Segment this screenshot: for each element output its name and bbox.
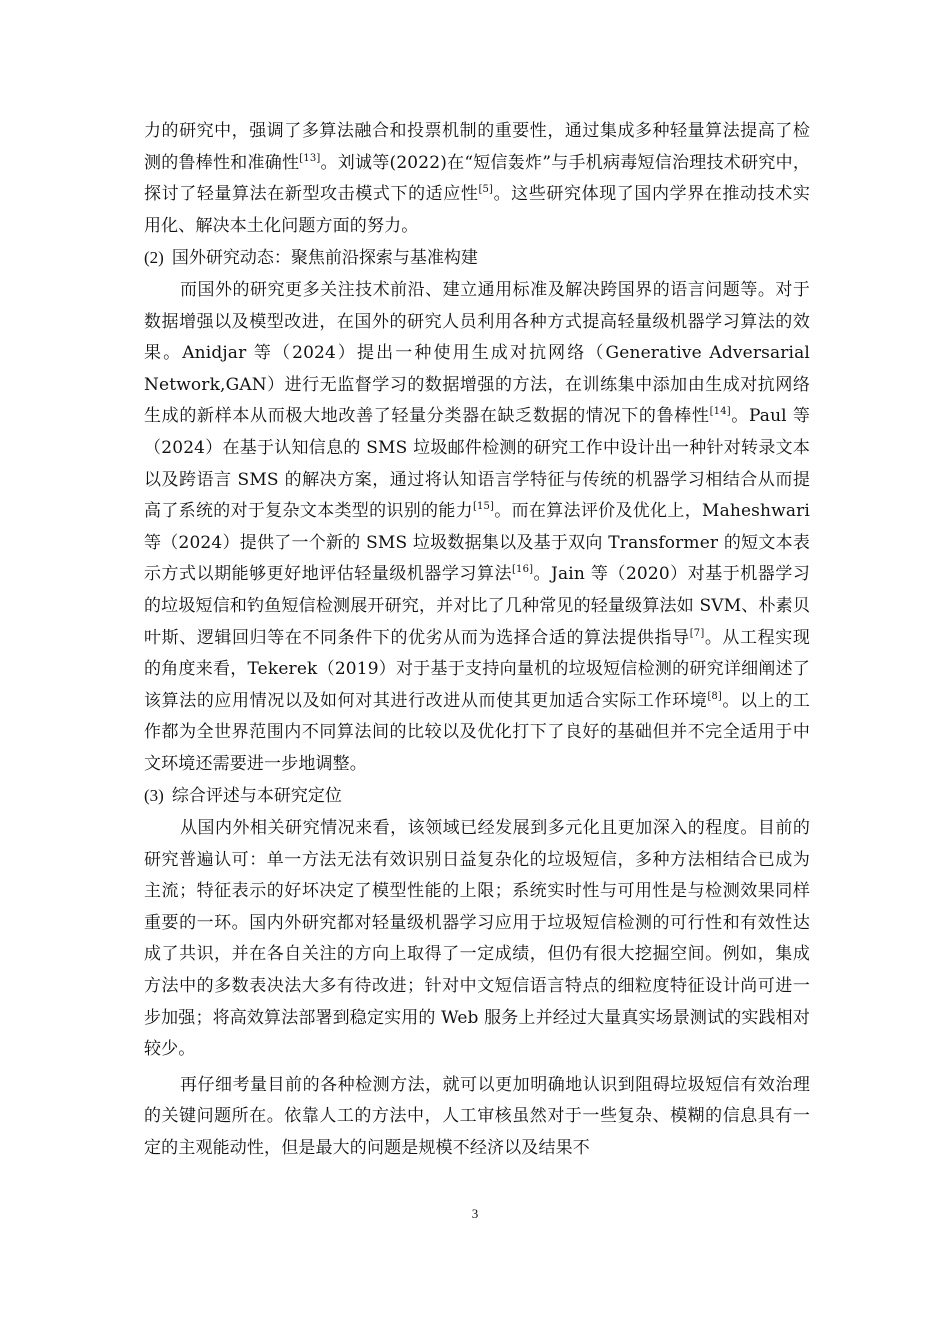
section-heading-summary	[144, 780, 810, 813]
section-heading-foreign	[144, 242, 810, 275]
citation-ref[interactable]: [14]	[709, 406, 731, 418]
paragraph-domestic-end	[144, 116, 810, 242]
text-run: 。从工程实现的角度来看，Tekerek（2019）对于基于支持向量机的垃圾短信检测的研究详细阐述了该算法的应用情况以及如何对其进行改进从而使其更加适合实际工作环境	[144, 627, 811, 711]
paragraph-methods: 再仔细考量目前的各种检测方法，就可以更加明确地认识到阻碍垃圾短信有效治理的关键问题所在。依靠人工的方法中，人工审核虽然对于一些复杂、模糊的信息具有一定的主观能动性，但是最大的问题是规模不经济以及结果不	[144, 1074, 810, 1158]
heading-number: (3)	[144, 786, 164, 806]
citation-ref[interactable]: [16]	[512, 564, 534, 576]
citation-ref[interactable]: [5]	[478, 184, 494, 196]
citation-ref[interactable]: [7]	[689, 627, 705, 639]
paragraph-foreign	[144, 275, 810, 781]
text-run: 。这些研究体现了国内学界在推动技术实用化、解决本土化问题方面的努力。	[144, 184, 810, 236]
paragraph-summary: 从国内外相关研究情况来看，该领域已经发展到多元化且更加深入的程度。目前的研究普遍认可：单一方法无法有效识别日益复杂化的垃圾短信，多种方法相结合已成为主流；特征表示的好坏决定了模型性能的上限；系统实时性与可用性是与检测效果同样重要的一环。国内外研究都对轻量级机器学习应用于垃圾短信检测的可行性和有效性达成了共识，并在各自关注的方向上取得了一定成绩，但仍有很大挖掘空间。例如，集成方法中的多数表决法大多有待改进；针对中文短信语言特点的细粒度特征设计尚可进一步加强；将高效算法部署到稳定实用的 Web 服务上并经过大量真实场景测试的实践相对较少。	[144, 818, 810, 1060]
text-run: 。Paul 等（2024）在基于认知信息的 SMS 垃圾邮件检测的研究工作中设计出一种针对转录文本以及跨语言 SMS 的解决方案，通过将认知语言学特征与传统的机器学习相结合从而提高了系统的对于复杂文本类型的识别的能力	[144, 406, 810, 522]
text-run: 。刘诚等(2022)在“短信轰炸”与手机病毒短信治理技术研究中，探讨了轻量算法在新型攻击模式下的适应性	[144, 152, 810, 205]
body-text	[144, 116, 810, 1165]
text-run: 而国外的研究更多关注技术前沿、建立通用标准及解决跨国界的语言问题等。对于数据增强以及模型改进，在国外的研究人员利用各种方式提高轻量级机器学习算法的效果。Anidjar 等（2024）提出一种使用生成对抗网络（Generative Adversarial Network,GAN）进行无监督学习的数据增强的方法，在训练集中添加由生成对抗网络生成的新样本从而极大地改善了轻量分类器在缺乏数据的情况下的鲁棒性	[144, 279, 810, 427]
heading-title: 国外研究动态：聚焦前沿探索与基准构建	[171, 248, 478, 269]
text-run: 。Jain 等（2020）对基于机器学习的垃圾短信和钓鱼短信检测展开研究，并对比了几种常见的轻量级算法如 SVM、朴素贝叶斯、逻辑回归等在不同条件下的优劣从而为选择合适的算法提供指导	[144, 564, 810, 648]
text-run: 。以上的工作都为全世界范围内不同算法间的比较以及优化打下了良好的基础但并不完全适用于中文环境还需要进一步地调整。	[144, 690, 810, 774]
citation-ref[interactable]: [8]	[707, 690, 722, 702]
text-run: 力的研究中，强调了多算法融合和投票机制的重要性，通过集成多种轻量算法提高了检测的鲁棒性和准确性	[144, 121, 810, 173]
heading-title: 综合评述与本研究定位	[171, 786, 342, 807]
citation-ref[interactable]: [13]	[299, 152, 321, 164]
text-run: 。而在算法评价及优化上，Maheshwari 等（2024）提供了一个新的 SMS 垃圾数据集以及基于双向 Transformer 的短文本表示方式以期能够更好地评估轻量级机器学习算法	[144, 501, 810, 585]
citation-ref[interactable]: [15]	[472, 501, 495, 513]
page-number: 3	[471, 1206, 479, 1221]
heading-number: (2)	[144, 248, 164, 268]
